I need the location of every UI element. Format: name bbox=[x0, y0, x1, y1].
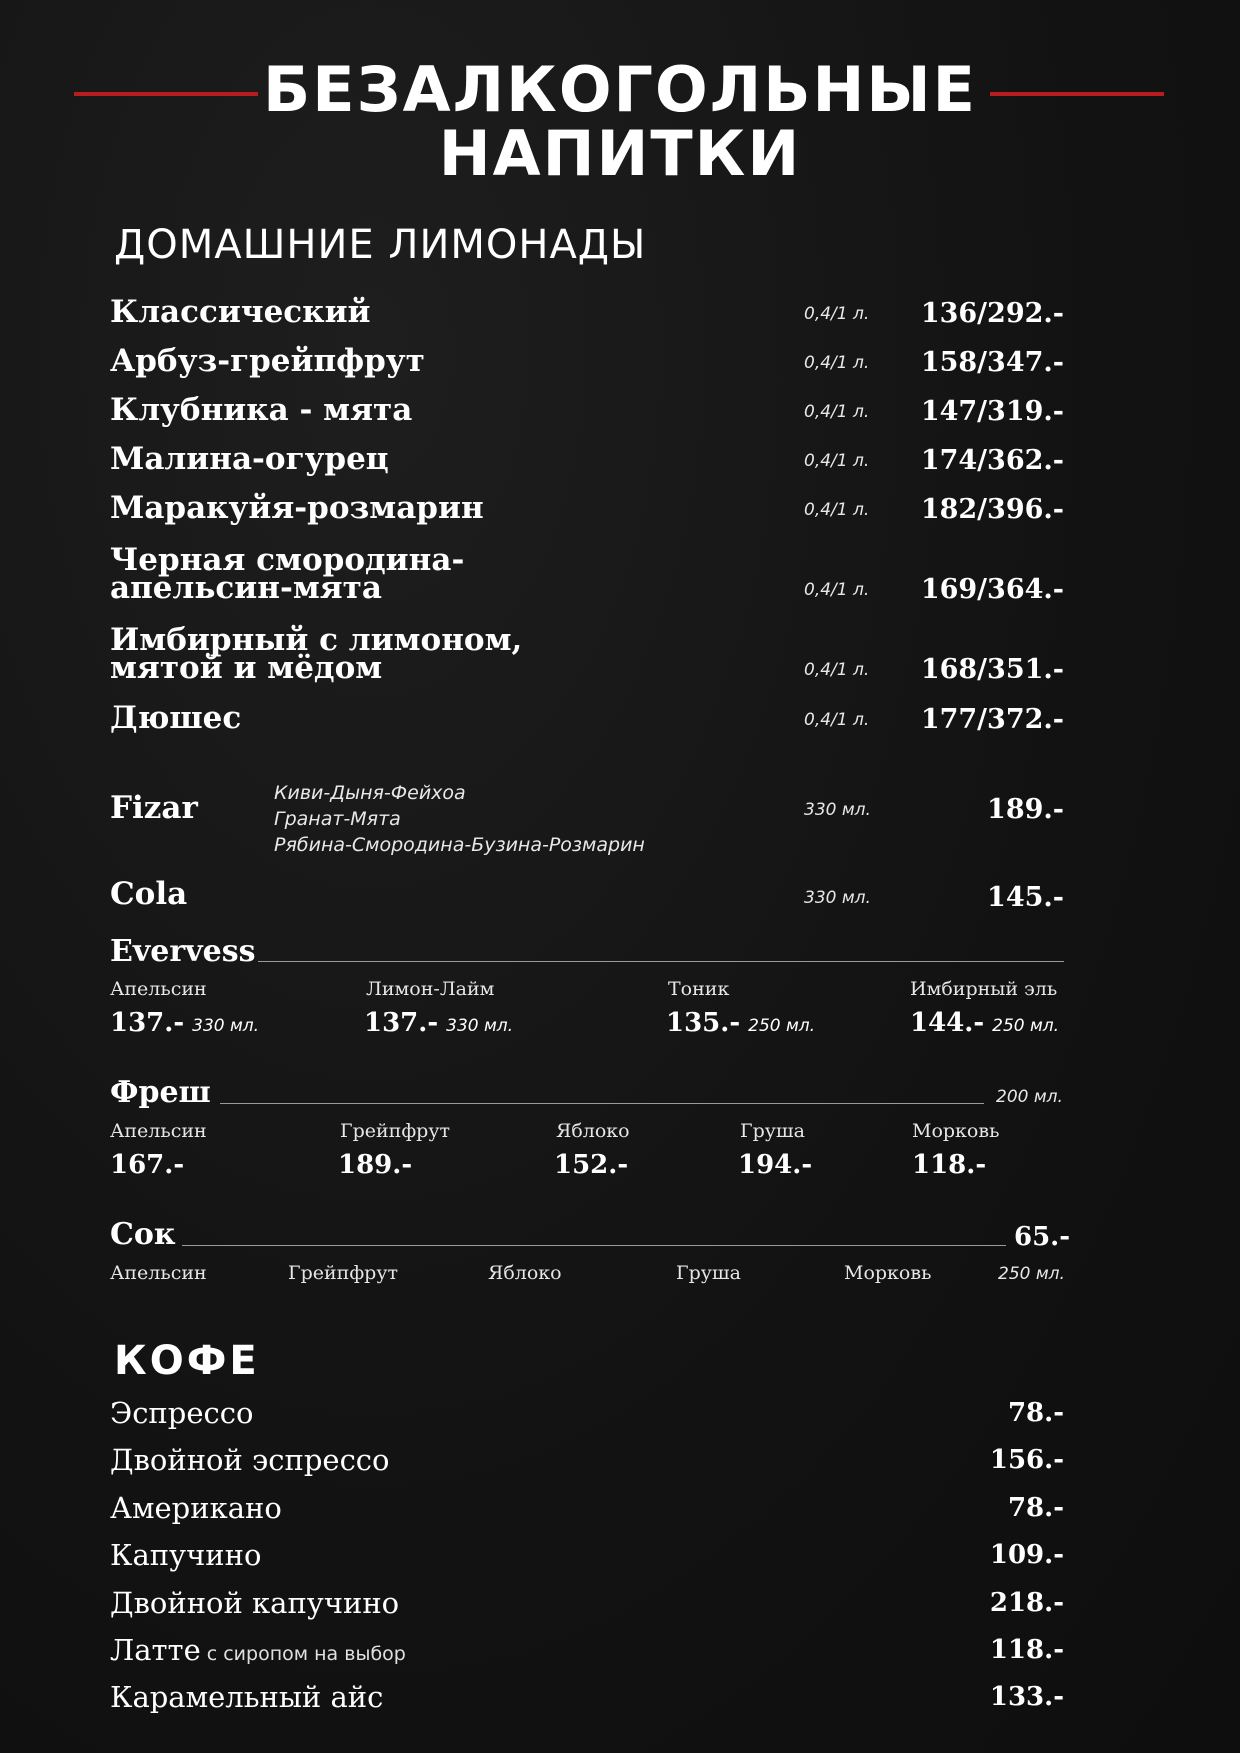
sub-item-price bbox=[110, 1008, 259, 1038]
item-name: Классический bbox=[110, 294, 371, 330]
price-value: 137.- bbox=[110, 1008, 185, 1038]
coffee-item-price: 78.- bbox=[1007, 1398, 1064, 1428]
group-title-juice: Сок bbox=[110, 1217, 176, 1252]
coffee-item-name: Двойной капучино bbox=[110, 1586, 400, 1620]
item-price: 147/319.- bbox=[920, 396, 1064, 427]
sub-item-price: 118.- bbox=[912, 1150, 987, 1180]
divider bbox=[220, 1103, 984, 1104]
item-price: 174/362.- bbox=[920, 445, 1064, 476]
item-volume: 330 мл. bbox=[804, 800, 871, 820]
coffee-item-name bbox=[110, 1633, 406, 1667]
item-price: 158/347.- bbox=[920, 347, 1064, 378]
item-price: 182/396.- bbox=[920, 494, 1064, 525]
item-name-line-1: Черная смородина- bbox=[110, 542, 465, 578]
sub-item-name: Яблоко bbox=[556, 1120, 630, 1142]
sub-item-name: Лимон-Лайм bbox=[366, 978, 495, 1000]
flavor-text: Гранат-Мята bbox=[274, 808, 401, 830]
coffee-item-price: 218.- bbox=[989, 1588, 1064, 1618]
item-price: 189.- bbox=[987, 794, 1064, 825]
item-price: 169/364.- bbox=[920, 574, 1064, 605]
divider bbox=[258, 961, 1064, 962]
flavor-text: Киви-Дыня-Фейхоа bbox=[274, 782, 466, 804]
item-name: Малина-огурец bbox=[110, 441, 389, 477]
page-title-line-1: БЕЗАЛКОГОЛЬНЫЕ bbox=[263, 53, 977, 126]
section-heading-coffee: КОФЕ bbox=[114, 1338, 260, 1384]
group-title-fresh: Фреш bbox=[110, 1075, 211, 1110]
sub-item-name: Грейпфрут bbox=[340, 1120, 451, 1142]
item-volume: 0,4/1 л. bbox=[804, 580, 870, 600]
price-value: 137.- bbox=[364, 1008, 439, 1038]
group-price: 65.- bbox=[1014, 1222, 1071, 1252]
sub-item-price: 152.- bbox=[554, 1150, 629, 1180]
group-title-evervess: Evervess bbox=[110, 934, 256, 969]
divider bbox=[182, 1245, 1006, 1246]
item-name: Cola bbox=[110, 876, 188, 912]
item-name-line-1: Имбирный с лимоном, bbox=[110, 622, 523, 658]
coffee-note: с сиропом на выбор bbox=[206, 1643, 406, 1665]
price-value: 144.- bbox=[910, 1008, 985, 1038]
item-name: Дюшес bbox=[110, 700, 242, 736]
group-volume: 200 мл. bbox=[996, 1087, 1063, 1107]
item-volume: 0,4/1 л. bbox=[804, 451, 870, 471]
sub-item-name: Груша bbox=[740, 1120, 805, 1142]
coffee-item-price: 118.- bbox=[989, 1635, 1064, 1665]
coffee-item-name: Эспрессо bbox=[110, 1396, 254, 1430]
sub-item-name: Морковь bbox=[912, 1120, 1000, 1142]
coffee-item-name: Капучино bbox=[110, 1538, 262, 1572]
volume-label: 330 мл. bbox=[446, 1016, 514, 1036]
sub-item-name: Груша bbox=[676, 1262, 741, 1284]
item-volume: 0,4/1 л. bbox=[804, 304, 870, 324]
item-name: Маракуйя-розмарин bbox=[110, 490, 484, 526]
coffee-item-price: 109.- bbox=[989, 1540, 1064, 1570]
sub-item-name: Тоник bbox=[668, 978, 730, 1000]
sub-item-name: Апельсин bbox=[110, 1262, 207, 1284]
item-price: 168/351.- bbox=[920, 654, 1064, 685]
sub-item-name: Апельсин bbox=[110, 978, 207, 1000]
sub-item-name: Морковь bbox=[844, 1262, 932, 1284]
price-value: 135.- bbox=[666, 1008, 741, 1038]
item-name-line-2: апельсин-мята bbox=[110, 570, 382, 606]
sub-item-price bbox=[910, 1008, 1059, 1038]
item-volume: 330 мл. bbox=[804, 888, 871, 908]
coffee-item-name: Американо bbox=[110, 1491, 282, 1525]
item-price: 136/292.- bbox=[920, 298, 1064, 329]
page-title-line-2: НАПИТКИ bbox=[438, 117, 802, 190]
item-name: Fizar bbox=[110, 790, 198, 826]
coffee-item-name: Двойной эспрессо bbox=[110, 1443, 390, 1477]
sub-item-price bbox=[364, 1008, 513, 1038]
coffee-name-text: Латте bbox=[110, 1633, 201, 1667]
sub-item-name: Грейпфрут bbox=[288, 1262, 399, 1284]
sub-item-name: Яблоко bbox=[488, 1262, 562, 1284]
coffee-item-price: 133.- bbox=[989, 1682, 1064, 1712]
item-price: 177/372.- bbox=[920, 704, 1064, 735]
sub-item-name: Апельсин bbox=[110, 1120, 207, 1142]
sub-item-price: 167.- bbox=[110, 1150, 185, 1180]
flavor-text: Рябина-Смородина-Бузина-Розмарин bbox=[274, 834, 645, 856]
sub-item-price bbox=[666, 1008, 815, 1038]
item-volume: 0,4/1 л. bbox=[804, 710, 870, 730]
sub-item-price: 194.- bbox=[738, 1150, 813, 1180]
volume-label: 250 мл. bbox=[992, 1016, 1060, 1036]
item-price: 145.- bbox=[987, 882, 1064, 913]
sub-item-name: Имбирный эль bbox=[910, 978, 1058, 1000]
item-volume: 0,4/1 л. bbox=[804, 660, 870, 680]
coffee-item-price: 78.- bbox=[1007, 1493, 1064, 1523]
sub-item-price: 189.- bbox=[338, 1150, 413, 1180]
group-volume: 250 мл. bbox=[998, 1264, 1065, 1284]
volume-label: 330 мл. bbox=[192, 1016, 260, 1036]
section-heading-lemonades: ДОМАШНИЕ ЛИМОНАДЫ bbox=[114, 222, 647, 268]
item-name: Клубника - мята bbox=[110, 392, 413, 428]
page-title bbox=[0, 53, 1240, 190]
item-name: Арбуз-грейпфрут bbox=[110, 343, 425, 379]
item-name-line-2: мятой и мёдом bbox=[110, 650, 383, 686]
volume-label: 250 мл. bbox=[748, 1016, 816, 1036]
coffee-item-price: 156.- bbox=[989, 1445, 1064, 1475]
item-volume: 0,4/1 л. bbox=[804, 353, 870, 373]
coffee-item-name: Карамельный айс bbox=[110, 1680, 384, 1714]
item-volume: 0,4/1 л. bbox=[804, 402, 870, 422]
item-volume: 0,4/1 л. bbox=[804, 500, 870, 520]
